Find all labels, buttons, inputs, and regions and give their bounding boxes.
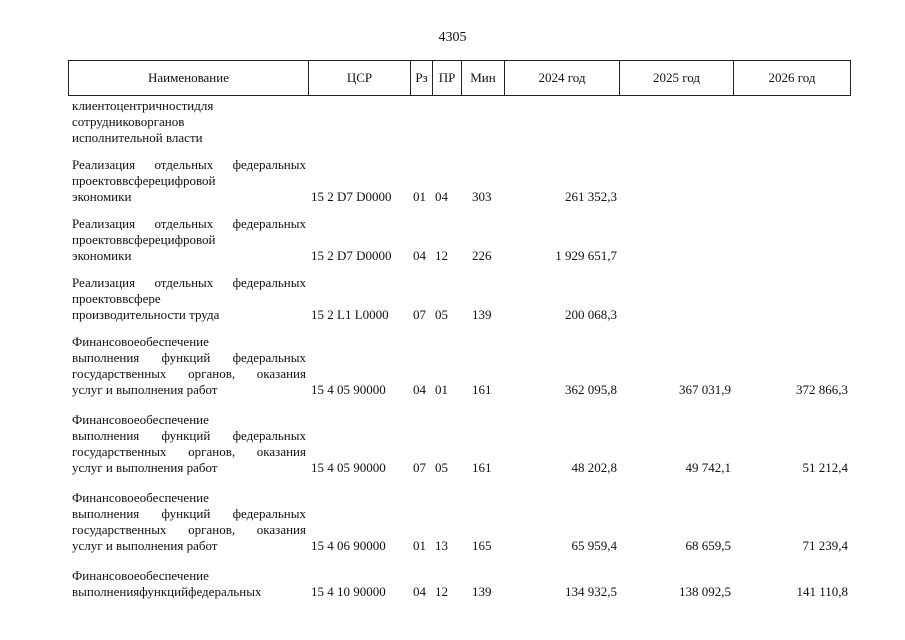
row-name-word: государственных органов, оказания bbox=[72, 522, 306, 537]
row-name-word: сфере bbox=[128, 291, 161, 306]
cell-pr: 04 bbox=[435, 189, 448, 204]
cell-y2024: 261 352,3 bbox=[565, 189, 617, 204]
cell-y2025: 68 659,5 bbox=[685, 538, 731, 553]
cell-min: 226 bbox=[472, 248, 492, 263]
row-name-line bbox=[72, 232, 306, 248]
row-name-line bbox=[72, 584, 306, 600]
cell-pr: 12 bbox=[435, 584, 448, 599]
row-name-line bbox=[72, 538, 306, 554]
cell-rz: 01 bbox=[413, 538, 426, 553]
row-name-word: экономики bbox=[72, 248, 132, 263]
cell-y2026: 51 212,4 bbox=[802, 460, 848, 475]
cell-y2026: 71 239,4 bbox=[802, 538, 848, 553]
row-name-word: органов bbox=[140, 114, 185, 129]
row-name-word: для bbox=[194, 98, 214, 113]
row-name bbox=[72, 216, 306, 264]
row-name-line bbox=[72, 248, 306, 264]
cell-csr: 15 4 06 90000 bbox=[311, 538, 386, 553]
row-name-word: в bbox=[122, 232, 129, 247]
row-name-word: экономики bbox=[72, 189, 132, 204]
cell-csr: 15 2 D7 D0000 bbox=[311, 189, 392, 204]
row-name-word: Реализация отдельных федеральных bbox=[72, 275, 306, 290]
row-name-line bbox=[72, 506, 306, 522]
row-name-word: Реализация отдельных федеральных bbox=[72, 216, 306, 231]
row-name-word: проектов bbox=[72, 173, 123, 188]
row-name-line bbox=[72, 522, 306, 538]
row-name-line bbox=[72, 291, 306, 307]
cell-y2024: 200 068,3 bbox=[565, 307, 617, 322]
row-name-line bbox=[72, 189, 306, 205]
header-pr: ПР bbox=[433, 61, 462, 95]
cell-csr: 15 2 D7 D0000 bbox=[311, 248, 392, 263]
header-2026: 2026 год bbox=[768, 70, 816, 85]
table-header bbox=[68, 60, 851, 96]
row-name bbox=[72, 412, 306, 476]
row-name-word: клиентоцентричности bbox=[72, 98, 195, 113]
header-name: Наименование bbox=[69, 61, 309, 95]
cell-y2024: 65 959,4 bbox=[571, 538, 617, 553]
row-name-word: сфере bbox=[128, 232, 161, 247]
row-name-line bbox=[72, 568, 306, 584]
cell-rz: 04 bbox=[413, 382, 426, 397]
row-name-word: услуг и выполнения работ bbox=[72, 382, 218, 397]
row-name-word: обеспечение bbox=[139, 568, 209, 583]
row-name-word: услуг и выполнения работ bbox=[72, 460, 218, 475]
row-name-word: проектов bbox=[72, 232, 123, 247]
header-2024: 2024 год bbox=[505, 61, 620, 95]
row-name bbox=[72, 275, 306, 323]
cell-pr: 13 bbox=[435, 538, 448, 553]
row-name-word: сотрудников bbox=[72, 114, 141, 129]
page-number: 4305 bbox=[438, 30, 467, 45]
row-name bbox=[72, 157, 306, 205]
row-name-word: Реализация отдельных федеральных bbox=[72, 157, 306, 172]
row-name bbox=[72, 490, 306, 554]
cell-y2025: 49 742,1 bbox=[685, 460, 731, 475]
row-name-line bbox=[72, 490, 306, 506]
row-name-line bbox=[72, 444, 306, 460]
cell-rz: 01 bbox=[413, 189, 426, 204]
row-name-line bbox=[72, 366, 306, 382]
cell-csr: 15 4 10 90000 bbox=[311, 584, 386, 599]
cell-min: 165 bbox=[472, 538, 492, 553]
cell-csr: 15 4 05 90000 bbox=[311, 460, 386, 475]
cell-rz: 04 bbox=[413, 584, 426, 599]
row-name-word: выполнения функций федеральных bbox=[72, 428, 306, 443]
cell-min: 161 bbox=[472, 382, 492, 397]
row-name-line bbox=[72, 350, 306, 366]
cell-y2025: 138 092,5 bbox=[679, 584, 731, 599]
row-name-line bbox=[72, 460, 306, 476]
header-min: Мин bbox=[462, 61, 505, 95]
cell-y2026: 141 110,8 bbox=[796, 584, 848, 599]
row-name-line bbox=[72, 98, 306, 114]
cell-pr: 05 bbox=[435, 307, 448, 322]
row-name-line bbox=[72, 334, 306, 350]
row-name-word: услуг и выполнения работ bbox=[72, 538, 218, 553]
row-name-word: обеспечение bbox=[139, 334, 209, 349]
cell-csr: 15 2 L1 L0000 bbox=[311, 307, 389, 322]
row-name-word: выполнения bbox=[72, 584, 140, 599]
cell-pr: 05 bbox=[435, 460, 448, 475]
row-name-line bbox=[72, 307, 306, 323]
row-name-word: функций bbox=[139, 584, 189, 599]
row-name-word: исполнительной власти bbox=[72, 130, 203, 145]
cell-min: 161 bbox=[472, 460, 492, 475]
row-name bbox=[72, 334, 306, 398]
row-name-word: федеральных bbox=[188, 584, 262, 599]
cell-y2024: 48 202,8 bbox=[571, 460, 617, 475]
row-name-word: выполнения функций федеральных bbox=[72, 350, 306, 365]
row-name-word: Финансовое bbox=[72, 334, 140, 349]
cell-csr: 15 4 05 90000 bbox=[311, 382, 386, 397]
cell-y2025: 367 031,9 bbox=[679, 382, 731, 397]
row-name-line bbox=[72, 412, 306, 428]
row-name-line bbox=[72, 130, 306, 146]
cell-y2026: 372 866,3 bbox=[796, 382, 848, 397]
row-name-line bbox=[72, 428, 306, 444]
row-name-line bbox=[72, 173, 306, 189]
row-name bbox=[72, 568, 306, 600]
row-name-word: Финансовое bbox=[72, 490, 140, 505]
row-name-line bbox=[72, 382, 306, 398]
row-name-word: в bbox=[122, 173, 129, 188]
row-name-word: сфере bbox=[128, 173, 161, 188]
row-name-line bbox=[72, 275, 306, 291]
cell-y2024: 1 929 651,7 bbox=[555, 248, 617, 263]
cell-min: 139 bbox=[472, 584, 492, 599]
row-name-word: Финансовое bbox=[72, 412, 140, 427]
row-name-word: обеспечение bbox=[139, 412, 209, 427]
cell-y2024: 362 095,8 bbox=[565, 382, 617, 397]
cell-min: 303 bbox=[472, 189, 492, 204]
header-csr: ЦСР bbox=[309, 61, 411, 95]
cell-y2024: 134 932,5 bbox=[565, 584, 617, 599]
row-name-word: цифровой bbox=[160, 232, 216, 247]
row-name-line bbox=[72, 114, 306, 130]
row-name bbox=[72, 98, 306, 146]
row-name-word: государственных органов, оказания bbox=[72, 444, 306, 459]
row-name-word: цифровой bbox=[160, 173, 216, 188]
cell-pr: 12 bbox=[435, 248, 448, 263]
header-rz: Рз bbox=[411, 61, 433, 95]
row-name-word: выполнения функций федеральных bbox=[72, 506, 306, 521]
header-2025: 2025 год bbox=[620, 61, 734, 95]
cell-pr: 01 bbox=[435, 382, 448, 397]
cell-min: 139 bbox=[472, 307, 492, 322]
row-name-word: в bbox=[122, 291, 129, 306]
row-name-word: государственных органов, оказания bbox=[72, 366, 306, 381]
cell-rz: 04 bbox=[413, 248, 426, 263]
row-name-word: обеспечение bbox=[139, 490, 209, 505]
row-name-word: производительности труда bbox=[72, 307, 220, 322]
row-name-line bbox=[72, 157, 306, 173]
row-name-word: Финансовое bbox=[72, 568, 140, 583]
cell-rz: 07 bbox=[413, 460, 426, 475]
row-name-word: проектов bbox=[72, 291, 123, 306]
row-name-line bbox=[72, 216, 306, 232]
cell-rz: 07 bbox=[413, 307, 426, 322]
